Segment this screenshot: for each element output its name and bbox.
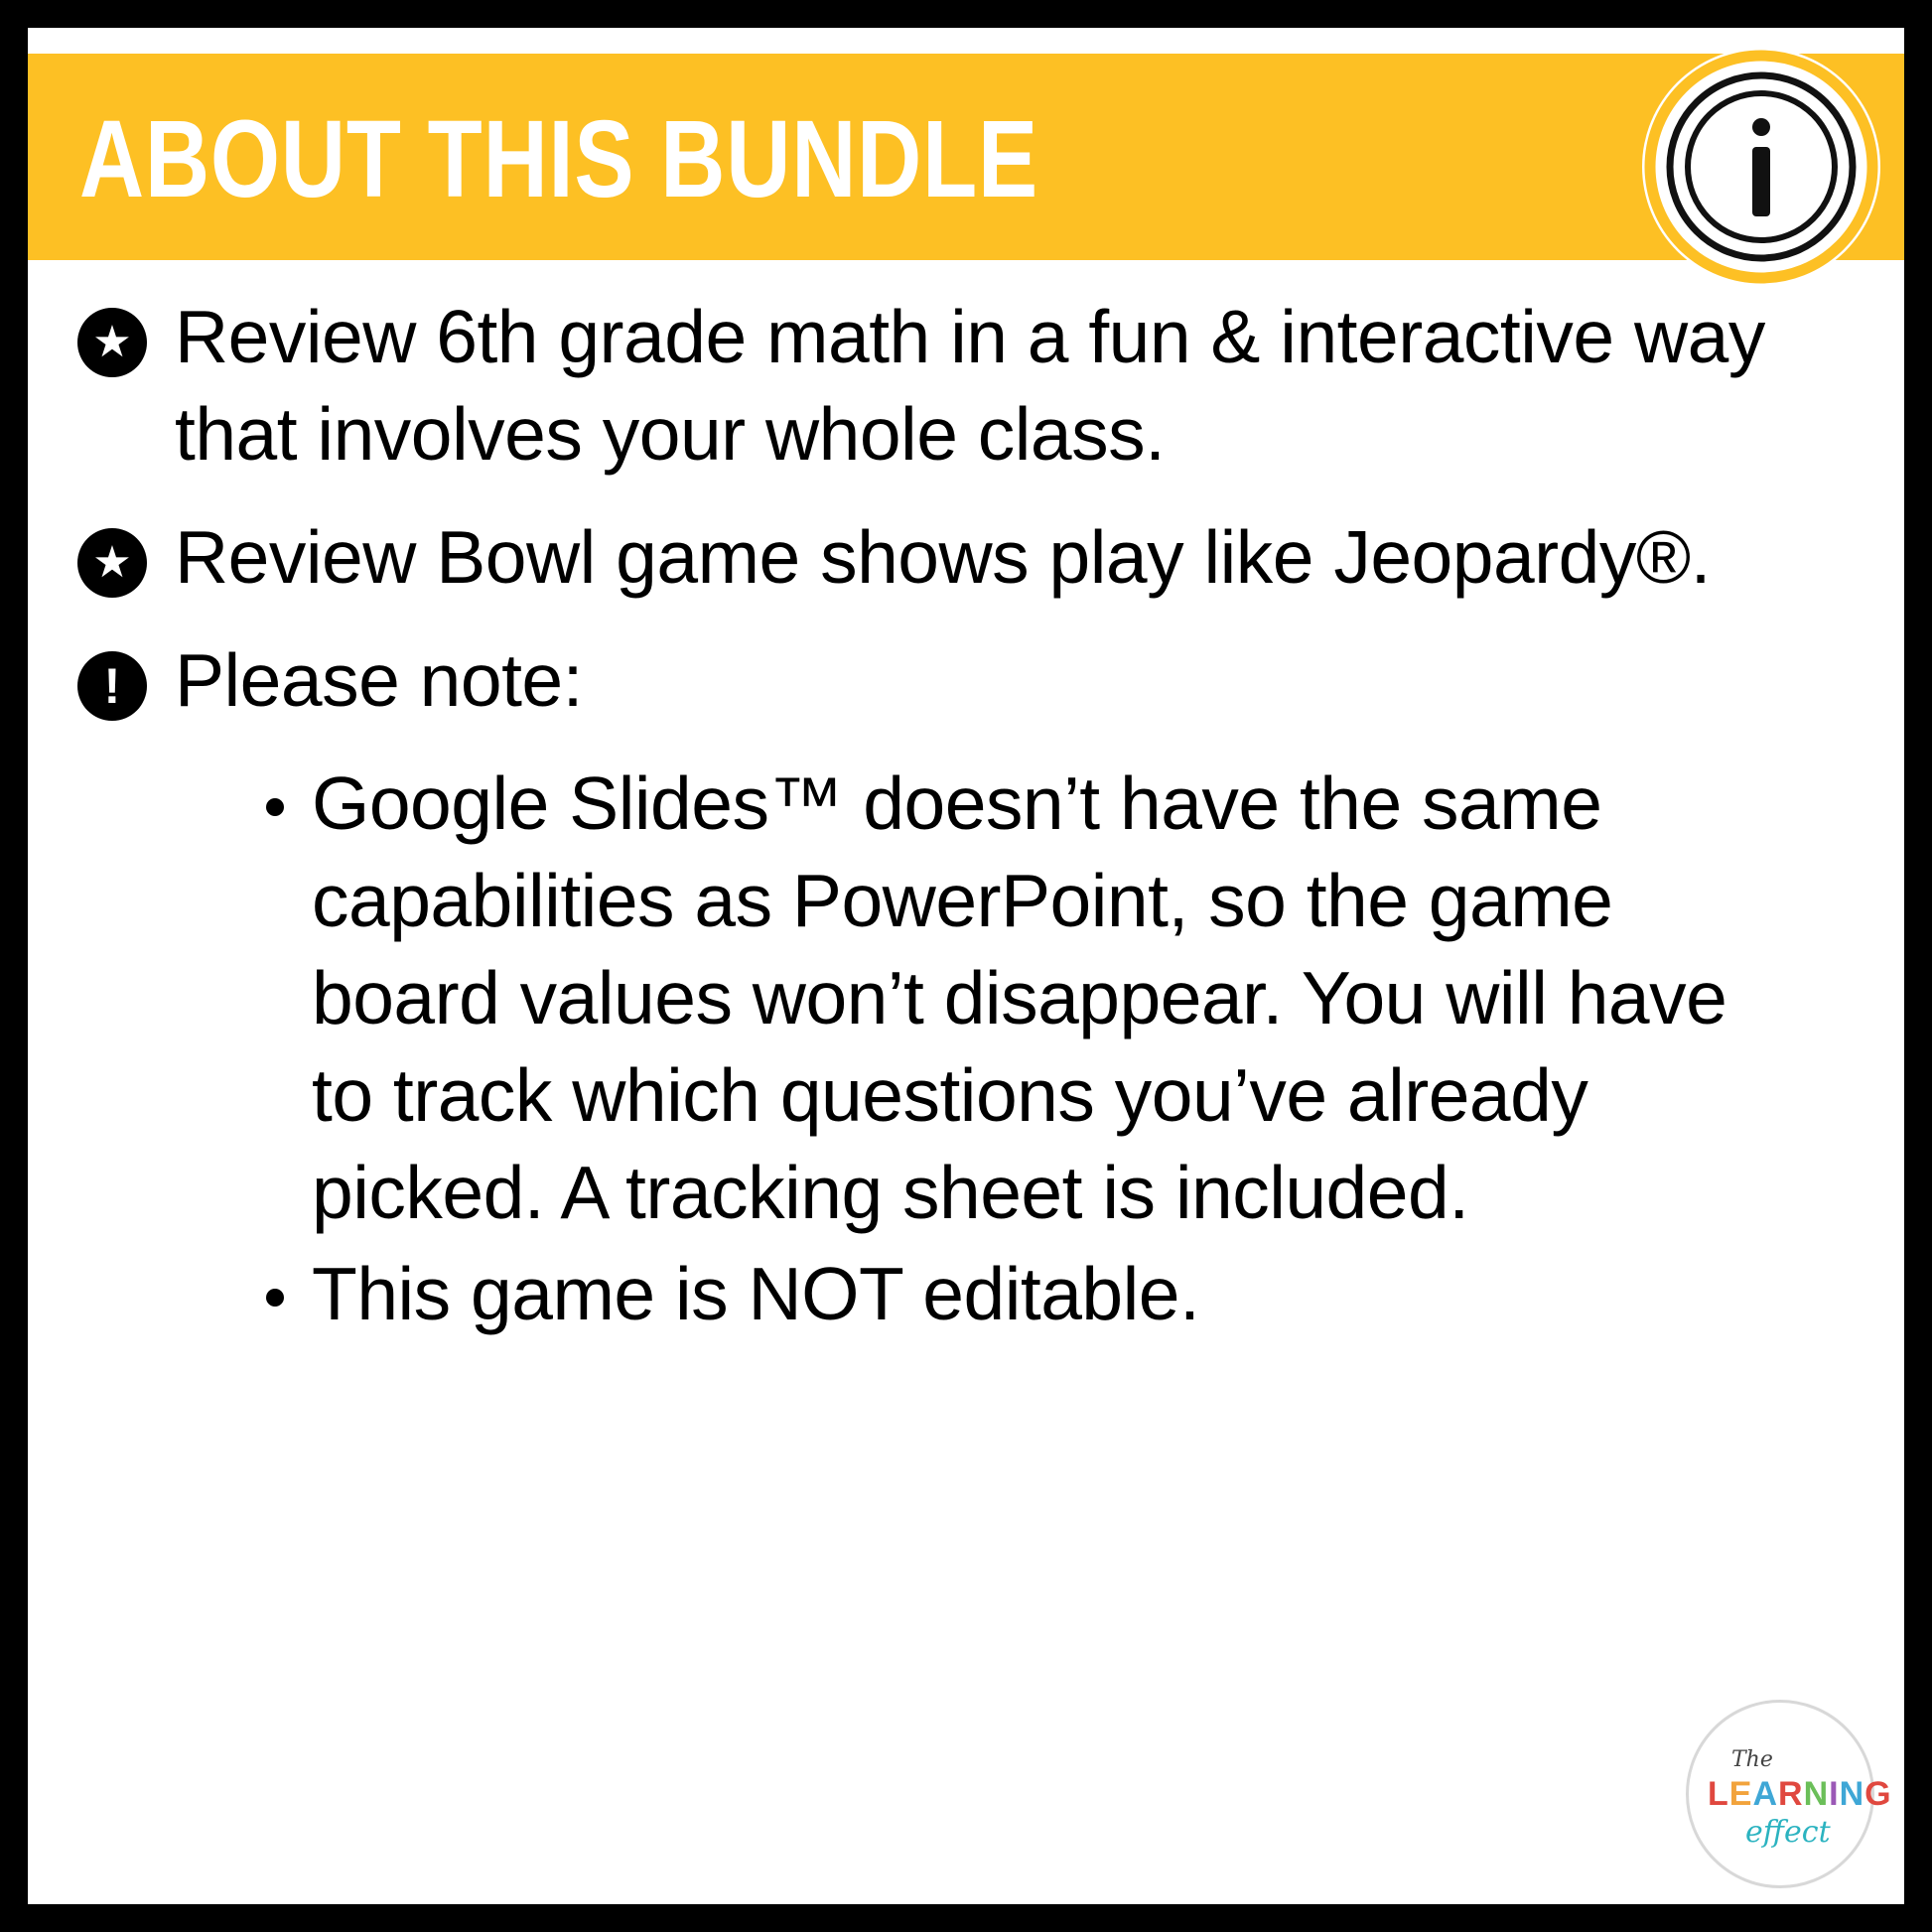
bullet-dot-icon — [266, 1289, 284, 1307]
marker-glyph: ! — [103, 658, 121, 714]
list-item — [71, 508, 1864, 606]
star-circle-icon — [71, 522, 153, 604]
bundle-description — [28, 288, 1904, 1346]
logo-letter: G — [1864, 1775, 1892, 1813]
logo-letter: L — [1708, 1775, 1729, 1813]
logo-letter: I — [1829, 1775, 1840, 1813]
bullet-dot-icon — [266, 798, 284, 816]
star-circle-icon — [71, 302, 153, 383]
list-item — [71, 631, 1864, 729]
list-item-text: Please note: — [175, 638, 583, 722]
brand-logo — [1686, 1700, 1892, 1888]
list-item-text: Review 6th grade math in a fun & interactive way that involves your whole class. — [175, 295, 1765, 476]
logo-the-text: The — [1731, 1747, 1773, 1772]
list-item-text: Review Bowl game shows play like Jeopardy®. — [175, 515, 1711, 599]
list-item — [266, 1245, 1864, 1342]
header-band — [28, 54, 1904, 260]
logo-letter: R — [1778, 1775, 1804, 1813]
logo-letter: N — [1839, 1775, 1865, 1813]
logo-effect-text: effect — [1745, 1815, 1831, 1850]
logo-letter: N — [1803, 1775, 1830, 1813]
slide-card — [28, 28, 1904, 1904]
marker-glyph: ★ — [92, 317, 132, 367]
page-title: ABOUT THIS BUNDLE — [79, 98, 1039, 220]
logo-learning-text — [1708, 1775, 1892, 1814]
marker-glyph: ★ — [92, 537, 132, 588]
list-item-text: This game is NOT editable. — [312, 1252, 1200, 1335]
info-circle-icon — [1642, 48, 1880, 286]
logo-letter: A — [1752, 1775, 1779, 1813]
exclamation-circle-icon — [71, 645, 153, 727]
logo-letter: E — [1728, 1775, 1753, 1813]
list-item-text: Google Slides™ doesn’t have the same capabilities as PowerPoint, so the game board values won’t disappear. You will have to track which questions you’ve already picked. A tracking sheet is included. — [312, 761, 1727, 1234]
note-sub-list — [71, 755, 1864, 1342]
list-item — [266, 755, 1864, 1241]
list-item — [71, 288, 1864, 483]
